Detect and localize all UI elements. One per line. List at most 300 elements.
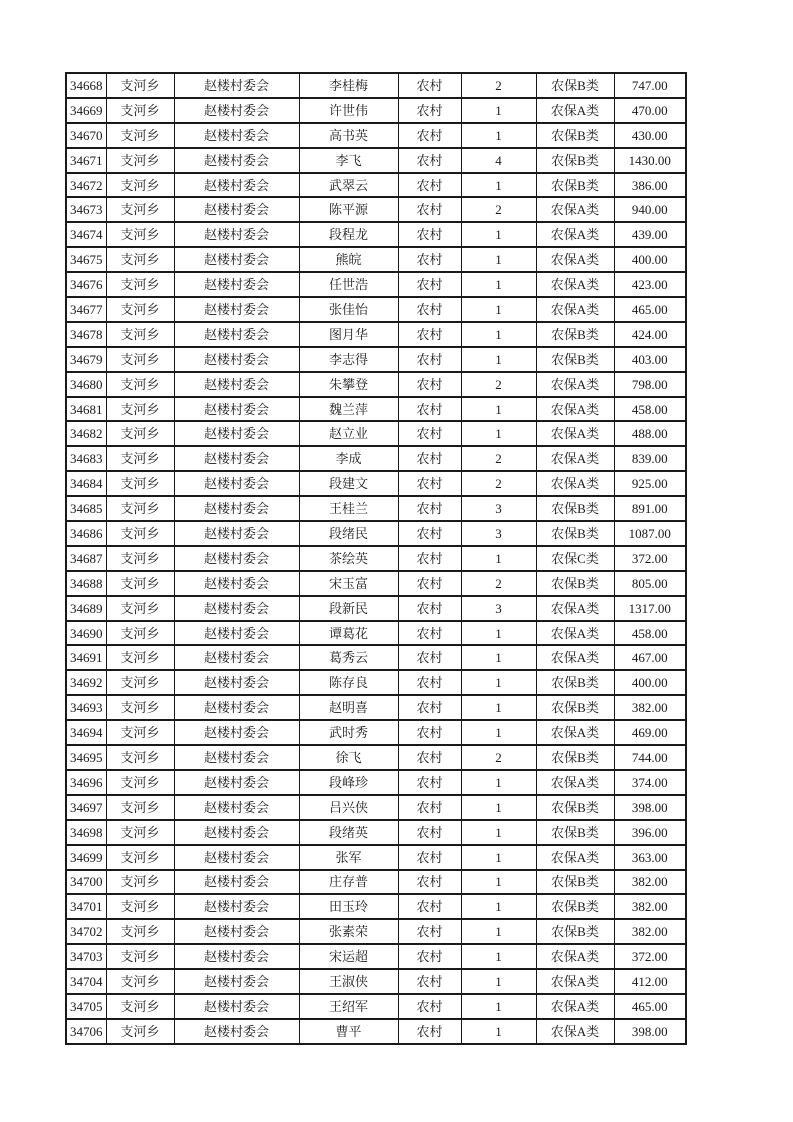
cell-residence-type: 农村 bbox=[398, 770, 461, 795]
cell-person-count: 1 bbox=[461, 770, 536, 795]
cell-amount: 940.00 bbox=[614, 197, 686, 222]
cell-residence-type: 农村 bbox=[398, 73, 461, 98]
cell-id: 34673 bbox=[66, 197, 106, 222]
table-row bbox=[66, 994, 686, 1019]
cell-residence-type: 农村 bbox=[398, 720, 461, 745]
cell-person-count: 2 bbox=[461, 372, 536, 397]
cell-amount: 374.00 bbox=[614, 770, 686, 795]
cell-residence-type: 农村 bbox=[398, 521, 461, 546]
cell-amount: 470.00 bbox=[614, 98, 686, 123]
cell-id: 34671 bbox=[66, 148, 106, 173]
cell-township: 支河乡 bbox=[106, 795, 174, 820]
cell-id: 34689 bbox=[66, 596, 106, 621]
cell-township: 支河乡 bbox=[106, 546, 174, 571]
cell-name: 许世伟 bbox=[299, 98, 398, 123]
cell-name: 庄存普 bbox=[299, 870, 398, 895]
cell-township: 支河乡 bbox=[106, 1019, 174, 1044]
cell-township: 支河乡 bbox=[106, 944, 174, 969]
cell-id: 34670 bbox=[66, 123, 106, 148]
cell-name: 陈平源 bbox=[299, 197, 398, 222]
cell-township: 支河乡 bbox=[106, 297, 174, 322]
cell-residence-type: 农村 bbox=[398, 421, 461, 446]
cell-insurance-category: 农保A类 bbox=[536, 98, 614, 123]
cell-name: 赵明喜 bbox=[299, 695, 398, 720]
cell-village: 赵楼村委会 bbox=[174, 720, 299, 745]
cell-insurance-category: 农保B类 bbox=[536, 894, 614, 919]
cell-residence-type: 农村 bbox=[398, 98, 461, 123]
cell-insurance-category: 农保A类 bbox=[536, 645, 614, 670]
cell-residence-type: 农村 bbox=[398, 247, 461, 272]
table-row bbox=[66, 845, 686, 870]
cell-id: 34701 bbox=[66, 894, 106, 919]
cell-village: 赵楼村委会 bbox=[174, 994, 299, 1019]
cell-id: 34698 bbox=[66, 820, 106, 845]
cell-name: 谭葛花 bbox=[299, 621, 398, 646]
cell-amount: 469.00 bbox=[614, 720, 686, 745]
cell-village: 赵楼村委会 bbox=[174, 496, 299, 521]
cell-village: 赵楼村委会 bbox=[174, 820, 299, 845]
table-row bbox=[66, 944, 686, 969]
cell-township: 支河乡 bbox=[106, 994, 174, 1019]
cell-insurance-category: 农保B类 bbox=[536, 148, 614, 173]
table-row bbox=[66, 820, 686, 845]
table-row bbox=[66, 770, 686, 795]
cell-township: 支河乡 bbox=[106, 98, 174, 123]
table-row bbox=[66, 1019, 686, 1044]
cell-township: 支河乡 bbox=[106, 173, 174, 198]
cell-person-count: 1 bbox=[461, 894, 536, 919]
cell-amount: 465.00 bbox=[614, 994, 686, 1019]
cell-person-count: 1 bbox=[461, 322, 536, 347]
cell-residence-type: 农村 bbox=[398, 372, 461, 397]
cell-village: 赵楼村委会 bbox=[174, 397, 299, 422]
table-row bbox=[66, 919, 686, 944]
cell-id: 34677 bbox=[66, 297, 106, 322]
cell-person-count: 1 bbox=[461, 820, 536, 845]
cell-id: 34696 bbox=[66, 770, 106, 795]
cell-person-count: 3 bbox=[461, 521, 536, 546]
cell-person-count: 1 bbox=[461, 720, 536, 745]
cell-amount: 382.00 bbox=[614, 894, 686, 919]
table-row bbox=[66, 670, 686, 695]
cell-village: 赵楼村委会 bbox=[174, 222, 299, 247]
cell-residence-type: 农村 bbox=[398, 148, 461, 173]
cell-amount: 398.00 bbox=[614, 1019, 686, 1044]
table-row bbox=[66, 546, 686, 571]
cell-township: 支河乡 bbox=[106, 73, 174, 98]
cell-village: 赵楼村委会 bbox=[174, 894, 299, 919]
cell-village: 赵楼村委会 bbox=[174, 919, 299, 944]
cell-amount: 458.00 bbox=[614, 397, 686, 422]
cell-id: 34706 bbox=[66, 1019, 106, 1044]
table-row bbox=[66, 297, 686, 322]
cell-insurance-category: 农保A类 bbox=[536, 969, 614, 994]
cell-name: 李飞 bbox=[299, 148, 398, 173]
cell-village: 赵楼村委会 bbox=[174, 770, 299, 795]
table-row bbox=[66, 969, 686, 994]
table-row bbox=[66, 421, 686, 446]
cell-residence-type: 农村 bbox=[398, 222, 461, 247]
cell-person-count: 2 bbox=[461, 745, 536, 770]
table-row bbox=[66, 521, 686, 546]
cell-name: 宋运超 bbox=[299, 944, 398, 969]
cell-township: 支河乡 bbox=[106, 247, 174, 272]
cell-amount: 382.00 bbox=[614, 870, 686, 895]
cell-residence-type: 农村 bbox=[398, 322, 461, 347]
cell-person-count: 1 bbox=[461, 919, 536, 944]
cell-village: 赵楼村委会 bbox=[174, 73, 299, 98]
cell-person-count: 1 bbox=[461, 546, 536, 571]
cell-residence-type: 农村 bbox=[398, 645, 461, 670]
cell-insurance-category: 农保A类 bbox=[536, 596, 614, 621]
cell-township: 支河乡 bbox=[106, 621, 174, 646]
table-row bbox=[66, 471, 686, 496]
cell-village: 赵楼村委会 bbox=[174, 546, 299, 571]
cell-residence-type: 农村 bbox=[398, 870, 461, 895]
cell-village: 赵楼村委会 bbox=[174, 695, 299, 720]
table-row bbox=[66, 347, 686, 372]
table-row bbox=[66, 596, 686, 621]
cell-id: 34681 bbox=[66, 397, 106, 422]
cell-id: 34699 bbox=[66, 845, 106, 870]
cell-name: 赵立业 bbox=[299, 421, 398, 446]
cell-name: 李桂梅 bbox=[299, 73, 398, 98]
cell-amount: 424.00 bbox=[614, 322, 686, 347]
cell-id: 34672 bbox=[66, 173, 106, 198]
cell-insurance-category: 农保A类 bbox=[536, 197, 614, 222]
cell-person-count: 2 bbox=[461, 471, 536, 496]
data-table bbox=[65, 72, 687, 1045]
cell-residence-type: 农村 bbox=[398, 297, 461, 322]
cell-residence-type: 农村 bbox=[398, 919, 461, 944]
cell-village: 赵楼村委会 bbox=[174, 123, 299, 148]
cell-amount: 430.00 bbox=[614, 123, 686, 148]
cell-id: 34704 bbox=[66, 969, 106, 994]
cell-insurance-category: 农保A类 bbox=[536, 994, 614, 1019]
cell-village: 赵楼村委会 bbox=[174, 148, 299, 173]
cell-person-count: 3 bbox=[461, 596, 536, 621]
cell-township: 支河乡 bbox=[106, 745, 174, 770]
cell-township: 支河乡 bbox=[106, 197, 174, 222]
cell-township: 支河乡 bbox=[106, 397, 174, 422]
cell-residence-type: 农村 bbox=[398, 496, 461, 521]
cell-insurance-category: 农保A类 bbox=[536, 421, 614, 446]
cell-township: 支河乡 bbox=[106, 695, 174, 720]
cell-person-count: 1 bbox=[461, 397, 536, 422]
cell-id: 34679 bbox=[66, 347, 106, 372]
cell-name: 李志得 bbox=[299, 347, 398, 372]
cell-residence-type: 农村 bbox=[398, 197, 461, 222]
cell-residence-type: 农村 bbox=[398, 621, 461, 646]
cell-insurance-category: 农保B类 bbox=[536, 919, 614, 944]
cell-id: 34691 bbox=[66, 645, 106, 670]
cell-id: 34703 bbox=[66, 944, 106, 969]
cell-id: 34687 bbox=[66, 546, 106, 571]
cell-name: 王桂兰 bbox=[299, 496, 398, 521]
cell-name: 魏兰萍 bbox=[299, 397, 398, 422]
cell-village: 赵楼村委会 bbox=[174, 471, 299, 496]
cell-insurance-category: 农保B类 bbox=[536, 496, 614, 521]
table-row bbox=[66, 247, 686, 272]
cell-amount: 458.00 bbox=[614, 621, 686, 646]
cell-insurance-category: 农保A类 bbox=[536, 397, 614, 422]
cell-village: 赵楼村委会 bbox=[174, 845, 299, 870]
table-row bbox=[66, 98, 686, 123]
cell-township: 支河乡 bbox=[106, 322, 174, 347]
cell-person-count: 1 bbox=[461, 845, 536, 870]
cell-village: 赵楼村委会 bbox=[174, 347, 299, 372]
cell-residence-type: 农村 bbox=[398, 845, 461, 870]
cell-village: 赵楼村委会 bbox=[174, 870, 299, 895]
cell-residence-type: 农村 bbox=[398, 695, 461, 720]
cell-amount: 744.00 bbox=[614, 745, 686, 770]
cell-residence-type: 农村 bbox=[398, 446, 461, 471]
cell-name: 武时秀 bbox=[299, 720, 398, 745]
cell-insurance-category: 农保A类 bbox=[536, 944, 614, 969]
cell-person-count: 2 bbox=[461, 197, 536, 222]
cell-amount: 798.00 bbox=[614, 372, 686, 397]
cell-village: 赵楼村委会 bbox=[174, 621, 299, 646]
cell-name: 徐飞 bbox=[299, 745, 398, 770]
cell-amount: 412.00 bbox=[614, 969, 686, 994]
cell-person-count: 1 bbox=[461, 222, 536, 247]
cell-name: 图月华 bbox=[299, 322, 398, 347]
cell-id: 34685 bbox=[66, 496, 106, 521]
cell-insurance-category: 农保A类 bbox=[536, 1019, 614, 1044]
cell-person-count: 1 bbox=[461, 1019, 536, 1044]
cell-id: 34683 bbox=[66, 446, 106, 471]
cell-amount: 386.00 bbox=[614, 173, 686, 198]
cell-person-count: 2 bbox=[461, 73, 536, 98]
cell-insurance-category: 农保B类 bbox=[536, 795, 614, 820]
cell-village: 赵楼村委会 bbox=[174, 372, 299, 397]
cell-insurance-category: 农保A类 bbox=[536, 297, 614, 322]
cell-insurance-category: 农保B类 bbox=[536, 347, 614, 372]
cell-village: 赵楼村委会 bbox=[174, 98, 299, 123]
cell-person-count: 1 bbox=[461, 944, 536, 969]
cell-name: 段建文 bbox=[299, 471, 398, 496]
cell-township: 支河乡 bbox=[106, 123, 174, 148]
table-row bbox=[66, 222, 686, 247]
cell-name: 张素荣 bbox=[299, 919, 398, 944]
cell-village: 赵楼村委会 bbox=[174, 969, 299, 994]
cell-id: 34695 bbox=[66, 745, 106, 770]
cell-township: 支河乡 bbox=[106, 969, 174, 994]
cell-id: 34697 bbox=[66, 795, 106, 820]
cell-insurance-category: 农保B类 bbox=[536, 870, 614, 895]
cell-residence-type: 农村 bbox=[398, 471, 461, 496]
cell-village: 赵楼村委会 bbox=[174, 645, 299, 670]
cell-name: 段绪民 bbox=[299, 521, 398, 546]
cell-person-count: 4 bbox=[461, 148, 536, 173]
cell-village: 赵楼村委会 bbox=[174, 1019, 299, 1044]
cell-id: 34678 bbox=[66, 322, 106, 347]
cell-name: 段峰珍 bbox=[299, 770, 398, 795]
cell-insurance-category: 农保A类 bbox=[536, 720, 614, 745]
cell-residence-type: 农村 bbox=[398, 820, 461, 845]
table-row bbox=[66, 197, 686, 222]
cell-id: 34682 bbox=[66, 421, 106, 446]
cell-person-count: 3 bbox=[461, 496, 536, 521]
cell-insurance-category: 农保A类 bbox=[536, 770, 614, 795]
table-row bbox=[66, 322, 686, 347]
table-row bbox=[66, 272, 686, 297]
cell-township: 支河乡 bbox=[106, 571, 174, 596]
cell-insurance-category: 农保A类 bbox=[536, 222, 614, 247]
cell-name: 李成 bbox=[299, 446, 398, 471]
table-row bbox=[66, 123, 686, 148]
cell-amount: 400.00 bbox=[614, 247, 686, 272]
cell-township: 支河乡 bbox=[106, 894, 174, 919]
cell-person-count: 1 bbox=[461, 695, 536, 720]
cell-amount: 423.00 bbox=[614, 272, 686, 297]
cell-township: 支河乡 bbox=[106, 347, 174, 372]
cell-name: 段新民 bbox=[299, 596, 398, 621]
cell-insurance-category: 农保B类 bbox=[536, 745, 614, 770]
table-row bbox=[66, 397, 686, 422]
cell-insurance-category: 农保A类 bbox=[536, 471, 614, 496]
cell-village: 赵楼村委会 bbox=[174, 197, 299, 222]
cell-township: 支河乡 bbox=[106, 421, 174, 446]
cell-township: 支河乡 bbox=[106, 845, 174, 870]
cell-township: 支河乡 bbox=[106, 372, 174, 397]
cell-name: 陈存良 bbox=[299, 670, 398, 695]
cell-name: 王淑侠 bbox=[299, 969, 398, 994]
cell-id: 34692 bbox=[66, 670, 106, 695]
cell-person-count: 1 bbox=[461, 621, 536, 646]
cell-id: 34686 bbox=[66, 521, 106, 546]
cell-person-count: 1 bbox=[461, 98, 536, 123]
cell-person-count: 2 bbox=[461, 571, 536, 596]
table-row bbox=[66, 745, 686, 770]
table-row bbox=[66, 73, 686, 98]
cell-name: 王绍军 bbox=[299, 994, 398, 1019]
cell-village: 赵楼村委会 bbox=[174, 944, 299, 969]
cell-amount: 372.00 bbox=[614, 546, 686, 571]
cell-village: 赵楼村委会 bbox=[174, 670, 299, 695]
cell-insurance-category: 农保B类 bbox=[536, 571, 614, 596]
cell-insurance-category: 农保B类 bbox=[536, 322, 614, 347]
cell-id: 34675 bbox=[66, 247, 106, 272]
table-row bbox=[66, 720, 686, 745]
cell-village: 赵楼村委会 bbox=[174, 247, 299, 272]
cell-residence-type: 农村 bbox=[398, 546, 461, 571]
cell-amount: 839.00 bbox=[614, 446, 686, 471]
cell-insurance-category: 农保B类 bbox=[536, 123, 614, 148]
cell-residence-type: 农村 bbox=[398, 596, 461, 621]
table-row bbox=[66, 894, 686, 919]
cell-village: 赵楼村委会 bbox=[174, 297, 299, 322]
cell-name: 张佳怡 bbox=[299, 297, 398, 322]
cell-id: 34702 bbox=[66, 919, 106, 944]
cell-name: 茶绘英 bbox=[299, 546, 398, 571]
cell-township: 支河乡 bbox=[106, 870, 174, 895]
cell-insurance-category: 农保B类 bbox=[536, 695, 614, 720]
cell-amount: 467.00 bbox=[614, 645, 686, 670]
cell-residence-type: 农村 bbox=[398, 944, 461, 969]
cell-person-count: 1 bbox=[461, 297, 536, 322]
cell-residence-type: 农村 bbox=[398, 272, 461, 297]
cell-person-count: 1 bbox=[461, 969, 536, 994]
cell-township: 支河乡 bbox=[106, 272, 174, 297]
cell-village: 赵楼村委会 bbox=[174, 795, 299, 820]
cell-residence-type: 农村 bbox=[398, 894, 461, 919]
cell-residence-type: 农村 bbox=[398, 670, 461, 695]
cell-amount: 363.00 bbox=[614, 845, 686, 870]
cell-id: 34684 bbox=[66, 471, 106, 496]
cell-residence-type: 农村 bbox=[398, 123, 461, 148]
cell-residence-type: 农村 bbox=[398, 397, 461, 422]
cell-township: 支河乡 bbox=[106, 670, 174, 695]
cell-person-count: 1 bbox=[461, 247, 536, 272]
cell-person-count: 1 bbox=[461, 272, 536, 297]
cell-township: 支河乡 bbox=[106, 471, 174, 496]
cell-id: 34668 bbox=[66, 73, 106, 98]
cell-person-count: 1 bbox=[461, 347, 536, 372]
cell-person-count: 2 bbox=[461, 446, 536, 471]
cell-insurance-category: 农保A类 bbox=[536, 621, 614, 646]
cell-name: 田玉玲 bbox=[299, 894, 398, 919]
cell-id: 34676 bbox=[66, 272, 106, 297]
table-row bbox=[66, 173, 686, 198]
table-row bbox=[66, 695, 686, 720]
cell-name: 曹平 bbox=[299, 1019, 398, 1044]
table-body bbox=[66, 73, 686, 1044]
table-row bbox=[66, 496, 686, 521]
cell-amount: 1430.00 bbox=[614, 148, 686, 173]
table-row bbox=[66, 621, 686, 646]
table-row bbox=[66, 446, 686, 471]
cell-amount: 439.00 bbox=[614, 222, 686, 247]
cell-person-count: 1 bbox=[461, 173, 536, 198]
cell-township: 支河乡 bbox=[106, 148, 174, 173]
cell-amount: 403.00 bbox=[614, 347, 686, 372]
cell-township: 支河乡 bbox=[106, 770, 174, 795]
cell-village: 赵楼村委会 bbox=[174, 596, 299, 621]
cell-township: 支河乡 bbox=[106, 521, 174, 546]
cell-township: 支河乡 bbox=[106, 919, 174, 944]
cell-insurance-category: 农保B类 bbox=[536, 670, 614, 695]
cell-amount: 400.00 bbox=[614, 670, 686, 695]
cell-amount: 925.00 bbox=[614, 471, 686, 496]
table-row bbox=[66, 571, 686, 596]
cell-village: 赵楼村委会 bbox=[174, 446, 299, 471]
cell-township: 支河乡 bbox=[106, 496, 174, 521]
cell-amount: 398.00 bbox=[614, 795, 686, 820]
cell-id: 34705 bbox=[66, 994, 106, 1019]
cell-township: 支河乡 bbox=[106, 645, 174, 670]
cell-name: 高书英 bbox=[299, 123, 398, 148]
cell-amount: 1317.00 bbox=[614, 596, 686, 621]
cell-village: 赵楼村委会 bbox=[174, 173, 299, 198]
cell-residence-type: 农村 bbox=[398, 994, 461, 1019]
cell-insurance-category: 农保B类 bbox=[536, 521, 614, 546]
cell-id: 34693 bbox=[66, 695, 106, 720]
cell-residence-type: 农村 bbox=[398, 745, 461, 770]
cell-insurance-category: 农保C类 bbox=[536, 546, 614, 571]
cell-amount: 465.00 bbox=[614, 297, 686, 322]
cell-id: 34680 bbox=[66, 372, 106, 397]
cell-person-count: 1 bbox=[461, 870, 536, 895]
cell-amount: 382.00 bbox=[614, 695, 686, 720]
cell-village: 赵楼村委会 bbox=[174, 322, 299, 347]
cell-name: 宋玉富 bbox=[299, 571, 398, 596]
cell-township: 支河乡 bbox=[106, 820, 174, 845]
cell-township: 支河乡 bbox=[106, 720, 174, 745]
cell-insurance-category: 农保A类 bbox=[536, 446, 614, 471]
cell-residence-type: 农村 bbox=[398, 1019, 461, 1044]
cell-residence-type: 农村 bbox=[398, 173, 461, 198]
